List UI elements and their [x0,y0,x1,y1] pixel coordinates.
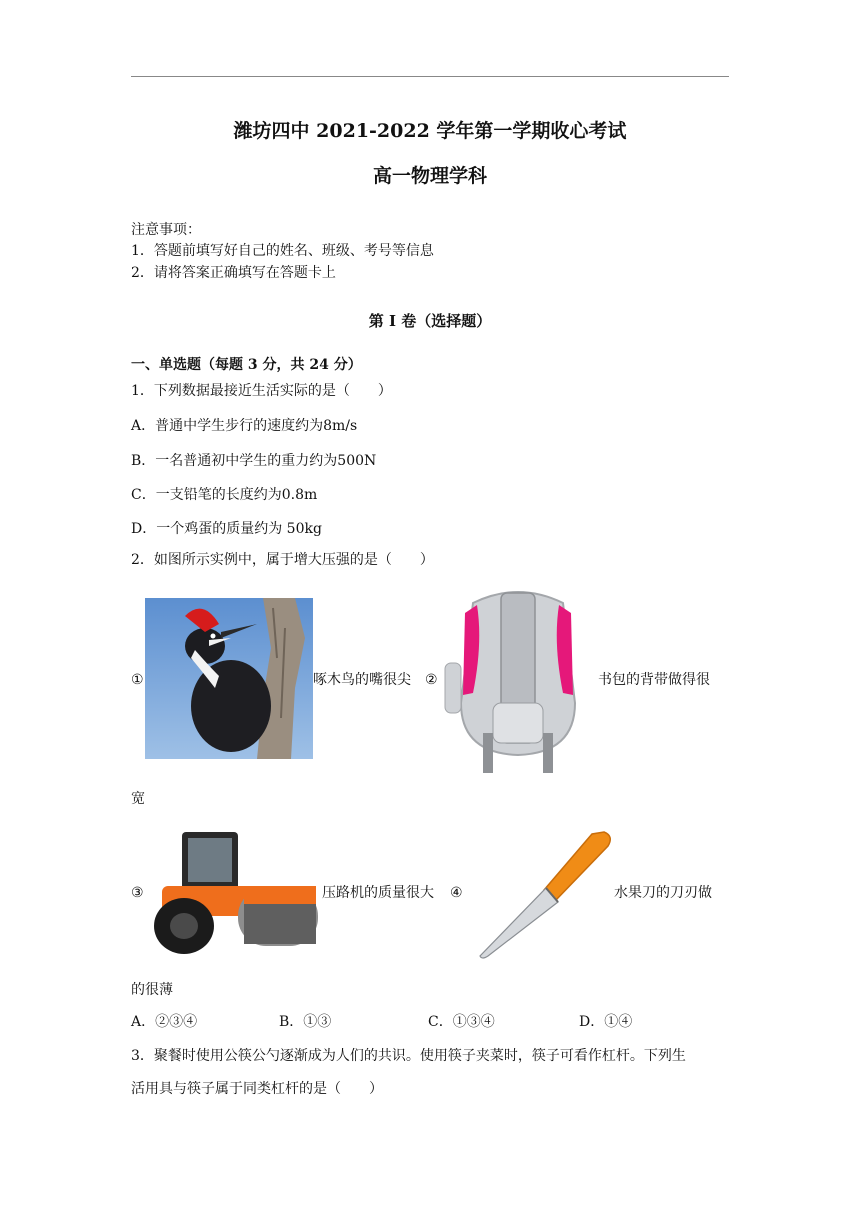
q1-option-a: A．普通中学生步行的速度约为8m/s [131,418,358,434]
item-caption-wrap: 宽 [131,791,145,807]
item-marker: ④ [450,885,463,901]
q1-option-b: B．一名普通初中学生的重力约为500N [131,453,377,469]
exam-title: 潍坊四中 2021-2022 学年第一学期收心考试 [233,120,627,142]
question-2-stem: 2．如图所示实例中，属于增大压强的是（ ） [131,552,434,568]
q1-option-c: C．一支铅笔的长度约为0.8m [131,487,318,503]
q2-option-c: C．①③④ [428,1014,495,1030]
notice-item: 1．答题前填写好自己的姓名、班级、考号等信息 [131,243,434,259]
notice-heading: 注意事项： [131,222,201,238]
question-3-line1: 3．聚餐时使用公筷公勺逐渐成为人们的共识。使用筷子夹菜时，筷子可看作杠杆。下列生 [131,1048,686,1064]
fruit-knife-image [474,826,614,962]
woodpecker-image [145,598,313,759]
item-caption-wrap: 的很薄 [131,982,173,998]
notice-item: 2．请将答案正确填写在答题卡上 [131,265,336,281]
q2-option-b: B．①③ [279,1014,332,1030]
item-marker: ① [131,672,144,688]
q2-option-a: A．②③④ [131,1014,198,1030]
q1-option-d: D．一个鸡蛋的质量约为 50kg [131,521,322,537]
backpack-image [443,583,593,777]
item-caption: 书包的背带做得很 [598,672,710,688]
exam-subtitle: 高一物理学科 [372,165,487,187]
question-3-line2: 活用具与筷子属于同类杠杆的是（ ） [131,1081,383,1097]
item-marker: ② [425,672,438,688]
item-caption: 啄木鸟的嘴很尖 [313,672,411,688]
question-1-stem: 1．下列数据最接近生活实际的是（ ） [131,383,392,399]
header-rule [131,76,729,77]
item-caption: 水果刀的刀刃做 [614,885,712,901]
item-marker: ③ [131,885,144,901]
item-caption: 压路机的质量很大 [322,885,434,901]
road-roller-image [148,826,322,956]
section-title: 一、单选题（每题 3 分，共 24 分） [131,357,362,373]
part-title: 第 I 卷（选择题） [368,312,492,330]
q2-option-d: D．①④ [579,1014,633,1030]
